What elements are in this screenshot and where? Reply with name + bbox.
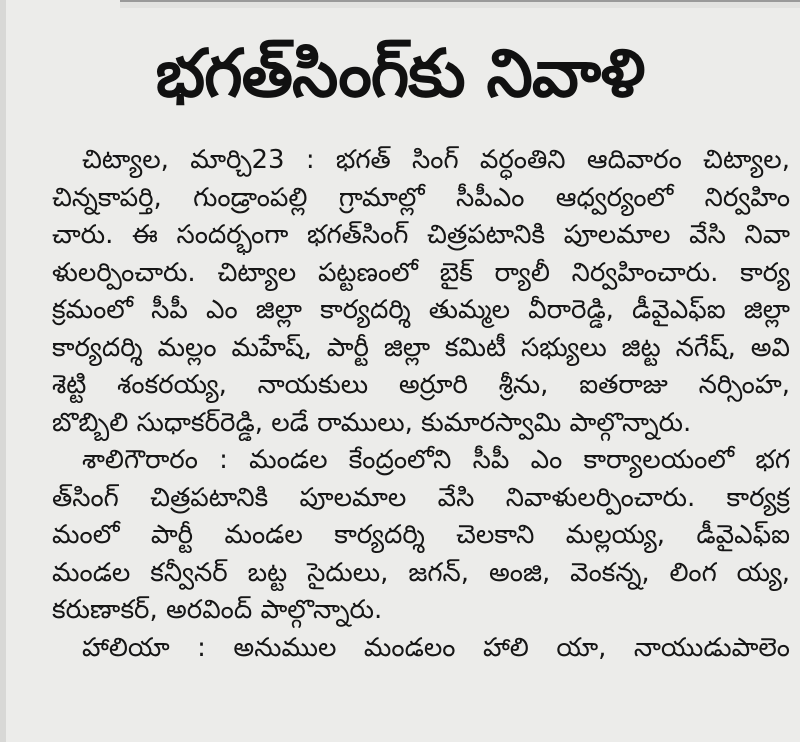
paragraph-line: చారు. ఈ సందర్భంగా భగత్‌సింగ్ చిత్రపటానికి పూలమాల వేసి నివా bbox=[52, 220, 790, 250]
top-rule bbox=[120, 0, 800, 8]
paragraph-line: శెట్టి శంకరయ్య, నాయకులు అర్రూరి శ్రీను, ఐతరాజు నర్సింహ, bbox=[52, 370, 790, 400]
paragraph-line: కార్యదర్శి మల్లం మహేష్, పార్టీ జిల్లా కమిటీ సభ్యులు జిట్ట నగేష్, అవి bbox=[52, 332, 790, 363]
paragraph-line: మంలో పార్టీ మండల కార్యదర్శి చెలకాని మల్లయ్య, డీవైఎఫ్ఐ bbox=[52, 520, 790, 550]
paragraph-line: చిట్యాల, మార్చి23 : భగత్ సింగ్ వర్ధంతిని ఆదివారం చిట్యాల, bbox=[82, 145, 790, 175]
paragraph-line: మండల కన్వీనర్ బట్ట సైదులు, జగన్, అంజి, వెంకన్న, లింగ య్య, bbox=[52, 557, 790, 588]
paragraph-line: త్‌సింగ్ చిత్రపటానికి పూలమాల వేసి నివాళులర్పించారు. కార్యక్ర bbox=[52, 482, 790, 513]
paragraph-line: హాలియా : అనుముల మండలం హాలి యా, నాయుడుపాలెం bbox=[82, 632, 790, 663]
headline: భగత్‌సింగ్‌కు నివాళి bbox=[155, 35, 645, 112]
paragraph-line: ళులర్పించారు. చిట్యాల పట్టణంలో బైక్ ర్యాలీ నిర్వహించారు. కార్య bbox=[52, 257, 790, 288]
article-body bbox=[52, 142, 790, 667]
paragraph-line: బొబ్బిలి సుధాకర్‌రెడ్డి, లడే రాములు, కుమారస్వామి పాల్గొన్నారు. bbox=[52, 407, 692, 438]
paragraph-line: శాలిగౌరారం : మండల కేంద్రంలోని సీపీ ఎం కార్యాలయంలో భగ bbox=[82, 445, 790, 475]
paragraph-line: చిన్నకాపర్తి, గుండ్రాంపల్లి గ్రామాల్లో సీపీఎం ఆధ్వర్యంలో నిర్వహిం bbox=[52, 182, 790, 213]
paragraph-line: క్రమంలో సీపీ ఎం జిల్లా కార్యదర్శి తుమ్మల వీరారెడ్డి, డీవైఎఫ్ఐ జిల్లా bbox=[52, 295, 790, 325]
paragraph-line: కరుణాకర్, అరవింద్ పాల్గొన్నారు. bbox=[52, 595, 383, 625]
page-left-edge bbox=[0, 0, 6, 742]
